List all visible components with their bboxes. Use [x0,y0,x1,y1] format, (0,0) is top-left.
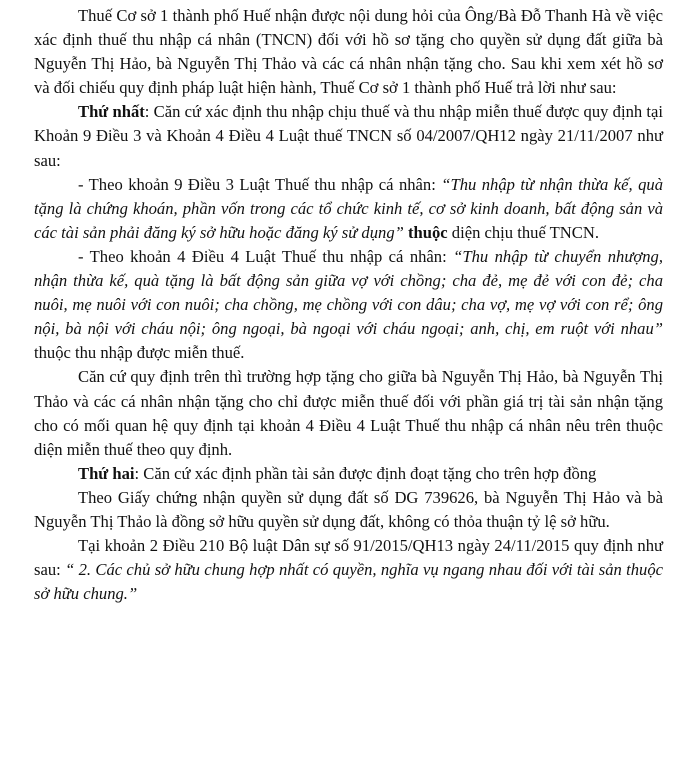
paragraph-conclusion-1: Căn cứ quy định trên thì trường hợp tặng cho giữa bà Nguyễn Thị Hảo, bà Nguyễn Thị Thảo và các cá nhân nhận tặng cho chỉ được miễn thuế đối với phần giá trị tài sản nhận tặng cho có mối quan hệ quy định tại khoản 4 Điều 4 Luật Thuế thu nhập cá nhân nêu trên thuộc diện miễn thuế theo quy định. [34,367,663,459]
article-4-lead: - Theo khoản 4 Điều 4 Luật Thuế thu nhập cá nhân: [78,246,454,266]
paragraph-first-point [34,100,663,172]
paragraph-second-point [34,462,663,486]
article-4-tail: thuộc thu nhập được miễn thuế. [34,343,245,363]
article-4-quote: “Thu nhập từ chuyển nhượng, nhận thừa kế, quà tặng là bất động sản giữa vợ với chồng; cha đẻ, mẹ đẻ với con đẻ; cha nuôi, mẹ nuôi với con nuôi; cha chồng, mẹ chồng với con dâu; cha vợ, mẹ vợ với con rể; ông nội, bà nội với cháu nội; ông ngoại, bà ngoại với cháu ngoại; anh, chị, em ruột với nhau” [34,246,663,339]
second-point-text: : Căn cứ xác định phần tài sản được định đoạt tặng cho trên hợp đồng [134,463,597,483]
article-3-tail-bold: thuộc [403,222,448,242]
paragraph-article-4 [34,245,663,365]
civil-code-quote: “ 2. Các chủ sở hữu chung hợp nhất có quyền, nghĩa vụ ngang nhau đối với tài sản thuộc sở hữu chung.” [34,560,663,604]
paragraph-certificate: Theo Giấy chứng nhận quyền sử dụng đất số DG 739626, bà Nguyễn Thị Hảo và bà Nguyễn Thị Thảo là đồng sở hữu quyền sử dụng đất, không có thỏa thuận tỷ lệ sở hữu. [34,487,663,531]
civil-code-text: Tại khoản 2 Điều 210 Bộ luật Dân sự số 91/2015/QH13 ngày 24/11/2015 quy định như sau: [34,536,663,580]
paragraph-civil-code [34,534,663,606]
article-3-lead: - Theo khoản 9 Điều 3 Luật Thuế thu nhập cá nhân: [78,174,442,194]
article-3-quote: “Thu nhập từ nhận thừa kế, quà tặng là chứng khoán, phần vốn trong các tổ chức kinh tế, cơ sở kinh doanh, bất động sản và các tài sản phải đăng ký sở hữu hoặc đăng ký sử dụng” [34,174,663,242]
paragraph-article-3 [34,173,663,245]
second-point-label: Thứ hai [78,463,135,483]
first-point-label: Thứ nhất [78,102,145,122]
article-3-tail: diện chịu thuế TNCN. [447,222,599,242]
first-point-text: : Căn cứ xác định thu nhập chịu thuế và thu nhập miễn thuế được quy định tại Khoản 9 Điều 3 và Khoản 4 Điều 4 Luật thuế TNCN số 04/2007/QH12 ngày 21/11/2007 như sau: [34,102,663,170]
paragraph-intro: Thuế Cơ sở 1 thành phố Huế nhận được nội dung hỏi của Ông/Bà Đỗ Thanh Hà về việc xác định thuế thu nhập cá nhân (TNCN) đối với hồ sơ tặng cho quyền sử dụng đất giữa bà Nguyễn Thị Hảo, bà Nguyễn Thị Thảo và các cá nhân nhận tặng cho. Sau khi xem xét hồ sơ và đối chiếu quy định pháp luật hiện hành, Thuế Cơ sở 1 thành phố Huế trả lời như sau: [34,6,663,98]
